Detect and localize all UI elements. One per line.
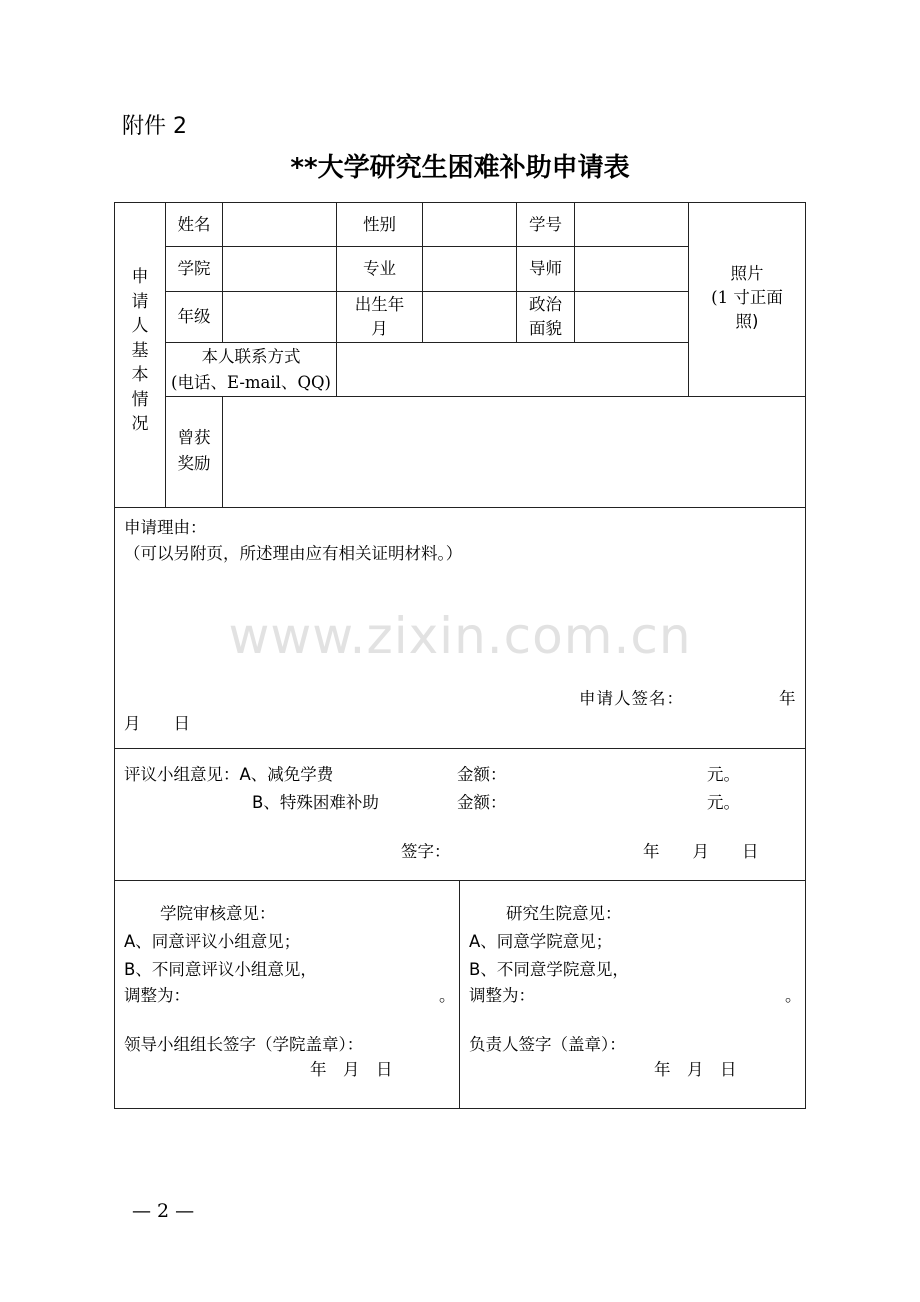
contact-label-line2: (电话、E-mail、QQ) [171,372,331,392]
panel-opinion-label: 评议小组意见：A、减免学费 [124,765,334,784]
yuan-b: 元。 [707,793,740,812]
reason-year: 年 [779,689,796,708]
grid-line [114,748,806,749]
grid-line [114,880,806,881]
watermark: www.zixin.com.cn [228,607,692,665]
college-label: 学院 [177,259,211,278]
section-char: 情 [131,389,149,410]
college-review-title: 学院审核意见： [160,904,276,923]
college-option-b: B、不同意评议小组意见， [124,960,317,979]
birth-field[interactable] [423,292,516,342]
grad-option-b: B、不同意学院意见， [469,960,629,979]
major-label: 专业 [363,259,396,278]
section-char: 基 [131,340,149,361]
college-date: 年 月 日 [310,1060,393,1079]
political-field[interactable] [575,292,688,342]
contact-label [166,343,336,396]
grade-label: 年级 [177,307,211,326]
table-border-bottom [114,1108,806,1109]
section-char: 本 [131,365,149,385]
contact-field[interactable] [337,343,688,396]
name-field[interactable] [223,203,336,246]
birth-label-line1: 出生年 [354,295,405,314]
political-label-line2: 面貌 [529,319,562,338]
college-field[interactable] [223,247,336,291]
reason-month-day: 月 日 [124,714,190,733]
reason-label: 申请理由： [124,518,207,537]
applicant-sign-label: 申请人签名： [579,689,684,708]
grade-field[interactable] [223,292,336,342]
gender-label: 性别 [363,214,396,234]
advisor-field[interactable] [575,247,688,291]
section-char: 人 [131,316,149,336]
advisor-label: 导师 [529,259,562,278]
grad-adjust-label: 调整为： [469,986,535,1005]
gender-field[interactable] [423,203,516,246]
major-field[interactable] [423,247,516,291]
college-sign-label: 领导小组组长签字（学院盖章）： [124,1035,364,1054]
section-char: 况 [131,414,149,434]
grad-option-a: A、同意学院意见； [469,932,613,951]
amount-a-label: 金额： [457,765,507,784]
amount-b-field[interactable] [515,791,700,815]
basic-info-section-label [115,265,165,437]
section-char: 请 [131,291,149,312]
birth-label [337,292,422,342]
college-adjust-label: 调整为： [124,986,190,1005]
photo-box [689,255,805,340]
student-id-field[interactable] [575,203,688,246]
grad-sign-label: 负责人签字（盖章）： [469,1035,626,1054]
attachment-label: 附件 2 [122,114,187,139]
grad-adjust-period: 。 [785,986,802,1005]
grid-line [114,507,806,508]
panel-option-b: B、特殊困难补助 [252,793,379,812]
name-label: 姓名 [177,214,211,234]
reason-note: （可以另附页，所述理由应有相关证明材料。） [124,544,463,563]
amount-a-field[interactable] [515,763,700,787]
photo-label-line3: 照) [735,311,759,331]
student-id-label: 学号 [529,214,562,234]
grad-date: 年 月 日 [654,1060,737,1079]
awards-label [166,424,222,478]
amount-b-label: 金额： [457,793,507,812]
college-adjust-period: 。 [439,986,456,1005]
photo-label-line1: 照片 [730,263,764,283]
yuan-a: 元。 [707,765,740,784]
political-label-line1: 政治 [529,295,562,314]
grid-line [459,880,460,1109]
panel-sign-label: 签字： [401,842,451,861]
awards-label-line2: 奖励 [177,454,211,473]
photo-label-line2: (1 寸正面 [711,287,783,307]
birth-label-line2: 月 [371,319,388,338]
panel-date: 年 月 日 [643,842,759,861]
awards-label-line1: 曾获 [177,428,211,447]
page-number: — 2 — [132,1200,195,1222]
awards-field[interactable] [223,397,805,507]
section-char: 申 [131,267,149,287]
grad-review-title: 研究生院意见： [506,904,622,923]
political-label [517,292,574,342]
form-title: **大学研究生困难补助申请表 [290,153,630,183]
college-option-a: A、同意评议小组意见； [124,932,301,951]
contact-label-line1: 本人联系方式 [201,346,301,366]
